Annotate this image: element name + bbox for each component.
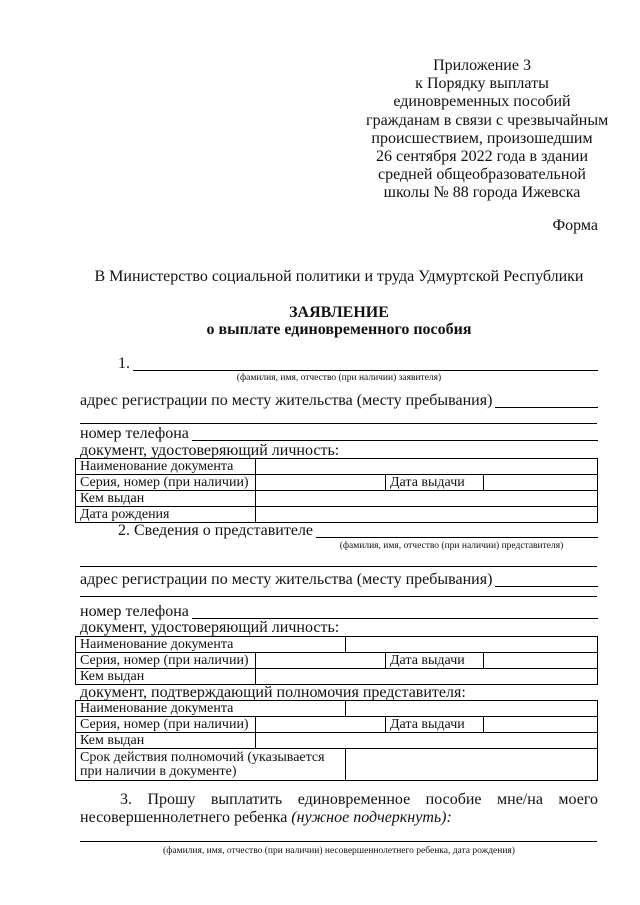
representative-name-caption: (фамилия, имя, отчество (при наличии) представителя) [339, 541, 564, 551]
address-label: адрес регистрации по месту жительства (месту пребывания) [80, 392, 493, 409]
series-number-value-cell [256, 717, 386, 733]
appendix-line: происшествием, произошедшим [371, 129, 593, 147]
address-label: адрес регистрации по месту жительства (месту пребывания) [80, 571, 493, 588]
representative-id-table [75, 636, 598, 685]
doc-name-label: Наименование документа [76, 701, 346, 717]
authority-document-label: документ, подтверждающий полномочия представителя: [80, 684, 466, 701]
document-title: ЗАЯВЛЕНИЕ [289, 304, 389, 321]
applicant-phone-row [80, 425, 598, 443]
applicant-id-table [75, 458, 598, 523]
appendix-line: единовременных пособий [393, 93, 571, 111]
issue-date-value-cell [484, 653, 598, 669]
authority-document-table [75, 700, 598, 781]
issued-by-value-cell [256, 669, 598, 685]
child-name-blank-line [80, 841, 597, 842]
issued-by-label: Кем выдан [76, 669, 256, 685]
table-row [76, 459, 598, 475]
phone-label: номер телефона [80, 425, 189, 442]
table-row [76, 749, 598, 781]
issue-date-label: Дата выдачи [386, 653, 484, 669]
applicant-id-document-label: документ, удостоверяющий личность: [80, 442, 340, 459]
doc-name-value-cell [346, 637, 598, 653]
issue-date-label: Дата выдачи [386, 475, 484, 491]
table-row [76, 653, 598, 669]
issued-by-label: Кем выдан [76, 733, 256, 749]
appendix-line: к Порядку выплаты [415, 75, 549, 93]
birth-date-value-cell [256, 507, 598, 523]
applicant-name-row [118, 355, 598, 373]
appendix-block [366, 57, 609, 203]
validity-label: Срок действия полномочий (указывается при наличии в документе) [76, 749, 346, 781]
section-number: 1. [118, 355, 130, 372]
issue-date-value-cell [484, 717, 598, 733]
document-subtitle: о выплате единовременного пособия [206, 321, 472, 338]
validity-value-cell [346, 749, 598, 781]
appendix-line: гражданам в связи с чрезвычайным [366, 111, 609, 129]
issue-date-value-cell [484, 475, 598, 491]
appendix-line: школы № 88 города Ижевска [383, 184, 581, 202]
series-number-label: Серия, номер (при наличии) [76, 475, 256, 491]
table-row [76, 475, 598, 491]
representative-name-row [118, 522, 598, 540]
doc-name-value-cell [346, 701, 598, 717]
series-number-label: Серия, номер (при наличии) [76, 653, 256, 669]
appendix-line: средней общеобразовательной [378, 166, 586, 184]
applicant-address-blank [495, 406, 598, 408]
representative-id-document-label: документ, удостоверяющий личность: [80, 619, 340, 636]
representative-heading: 2. Сведения о представителе [118, 522, 314, 539]
table-row [76, 717, 598, 733]
form-label: Форма [552, 217, 598, 234]
phone-label: номер телефона [80, 603, 189, 620]
applicant-address-row [80, 392, 598, 410]
representative-name-continuation-line [80, 566, 597, 567]
applicant-name-caption: (фамилия, имя, отчество (при наличии) заявителя) [236, 373, 442, 383]
series-number-label: Серия, номер (при наличии) [76, 717, 256, 733]
appendix-line: Приложение 3 [433, 57, 531, 74]
addressee: В Министерство социальной политики и труда Удмуртской Республики [94, 268, 584, 285]
table-row [76, 733, 598, 749]
request-note: (нужное подчеркнуть): [291, 809, 452, 826]
representative-address-row [80, 571, 598, 589]
issued-by-label: Кем выдан [76, 491, 256, 507]
table-row [76, 701, 598, 717]
birth-date-label: Дата рождения [76, 507, 256, 523]
table-row [76, 637, 598, 653]
appendix-line: 26 сентября 2022 года в здании [375, 148, 589, 166]
issued-by-value-cell [256, 733, 598, 749]
issued-by-value-cell [256, 491, 598, 507]
representative-address-continuation-line [80, 596, 597, 597]
request-text: 3. Прошу выплатить единовременное пособие мне/на моего несовершеннолетнего ребенка [80, 791, 598, 826]
child-name-caption: (фамилия, имя, отчество (при наличии) несовершеннолетнего ребенка, дата рождения) [163, 846, 515, 856]
applicant-phone-blank [192, 439, 598, 441]
applicant-address-continuation-line [80, 423, 597, 424]
doc-name-value-cell [256, 459, 598, 475]
table-row [76, 491, 598, 507]
doc-name-label: Наименование документа [76, 637, 346, 653]
applicant-name-blank [133, 369, 598, 371]
request-paragraph [80, 791, 598, 827]
doc-name-label: Наименование документа [76, 459, 256, 475]
series-number-value-cell [256, 653, 386, 669]
table-row [76, 507, 598, 523]
representative-name-blank [316, 536, 598, 538]
representative-address-blank [495, 585, 598, 587]
issue-date-label: Дата выдачи [386, 717, 484, 733]
table-row [76, 669, 598, 685]
series-number-value-cell [256, 475, 386, 491]
